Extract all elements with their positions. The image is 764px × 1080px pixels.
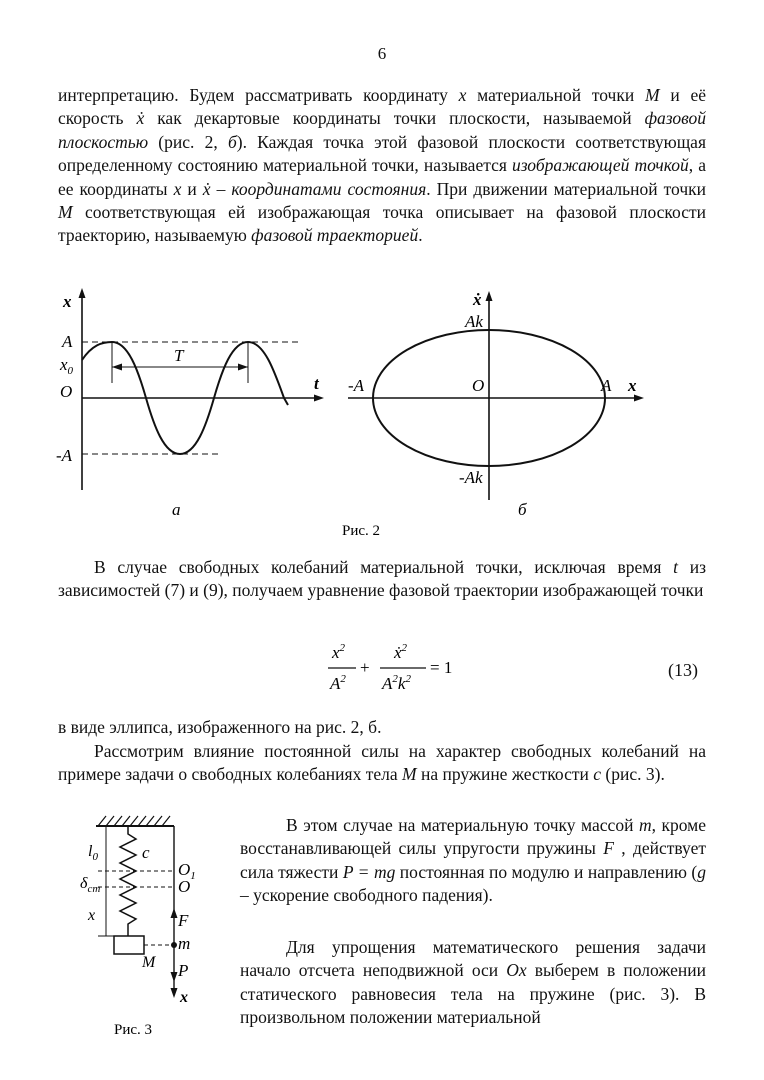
fig3-l0-label: $l_0$ (88, 843, 98, 863)
fig3-O1-label: $O_1$ (178, 860, 196, 882)
fig3-m-label: m (178, 934, 191, 953)
fig2b-O-label: O (472, 376, 485, 395)
equation-13 (322, 636, 482, 698)
paragraph-free-oscillation: В случае свободных колебаний материальной точки, исключая время t из зависимостей (7) и (9), получаем уравнение фазовой траектории изображающей точки (58, 557, 706, 601)
fig2a-A-label: A (62, 332, 73, 351)
fig3-delta-label: $\delta_{ст}$ (80, 875, 101, 895)
spring (120, 826, 136, 936)
page-number: 6 (377, 44, 387, 63)
fig2b-A-label: A (601, 376, 612, 395)
fig2-sub-a: а (172, 500, 181, 519)
fig2b-xdot-label: ẋ (473, 290, 482, 309)
paragraph-ellipse: в виде эллипса, изображенного на рис. 2, б. (58, 717, 382, 737)
svg-text:= 1: = 1 (430, 658, 453, 677)
fig2b-minusAk-label: -Ak (459, 468, 483, 487)
fig2a-t-label: t (314, 374, 319, 393)
mass-block (114, 936, 144, 954)
equation-number: (13) (668, 660, 698, 680)
svg-text:A2k2: $A^2k^2$ (382, 673, 411, 693)
figure-3 (76, 812, 226, 1044)
figure-2a-graph (79, 288, 325, 490)
fig3-x-axis-label: x (180, 989, 188, 1006)
fig3-F-label: F (178, 911, 189, 930)
fig3-M-label: M (142, 954, 156, 971)
fig3-c-label: c (142, 843, 150, 862)
fig2-caption: Рис. 2 (342, 523, 381, 539)
fig2b-Ak-label: Ak (465, 312, 483, 331)
fig3-x-label: x (88, 907, 96, 924)
fig2-sub-b: б (518, 500, 527, 519)
fig2a-O-label: O (60, 382, 73, 401)
paragraph-origin: Для упрощения математического решения задачи начало отсчета неподвижной оси Ox выберем в положении статического равновесия тела на пружине (рис. 3). В произвольном положении материальной (240, 937, 706, 1028)
fig2a-x0-label: $x_0$ (60, 355, 74, 377)
svg-text:x2: $x^2$ (332, 642, 346, 662)
fig2b-minusA-label: -A (348, 376, 365, 395)
fig2a-T-label: T (174, 346, 184, 365)
figure-2b-graph (348, 291, 644, 500)
paragraph-phase-plane: интерпретацию. Будем рассматривать координату x материальной точки M и её скорость ẋ как декартовые координаты точки плоскости, называемой фазовой плоскостью (рис. 2, б). Каждая точка этой фазовой плоскости соответствующая определенному состоянию материальной точки, называется изображающей точкой, а ее координаты x и ẋ – координатами состояния. При движении материальной точки M соответствующая ей изображающая точка описывает на фазовой плоскости траекторию, называемую фазовой траекторией. (58, 85, 707, 246)
fig3-caption: Рис. 3 (114, 1022, 153, 1038)
paragraph-constant-force: Рассмотрим влияние постоянной силы на характер свободных колебаний на примере задачи о свободных колебаниях тела M на пружине жесткости c (рис. 3). (58, 741, 706, 785)
svg-text:+: + (360, 658, 370, 677)
paragraph-gravity: В этом случае на материальную точку массой m, кроме восстанавливающей силы упругости пружины F , действует сила тяжести P = mg постоянная по модулю и направлению (g – ускорение свободного падения). (240, 815, 706, 906)
fig2a-x-label: x (63, 292, 72, 311)
fig3-O-label: O (178, 877, 191, 896)
svg-text:ẋ2: ẋ$^2$ (394, 642, 408, 662)
fig3-P-label: P (178, 961, 189, 980)
fig2a-minusA-label: -A (56, 446, 73, 465)
figure-2 (40, 285, 680, 545)
fig2b-x-label: x (628, 376, 637, 395)
svg-text:A2: $A^2$ (330, 673, 346, 693)
